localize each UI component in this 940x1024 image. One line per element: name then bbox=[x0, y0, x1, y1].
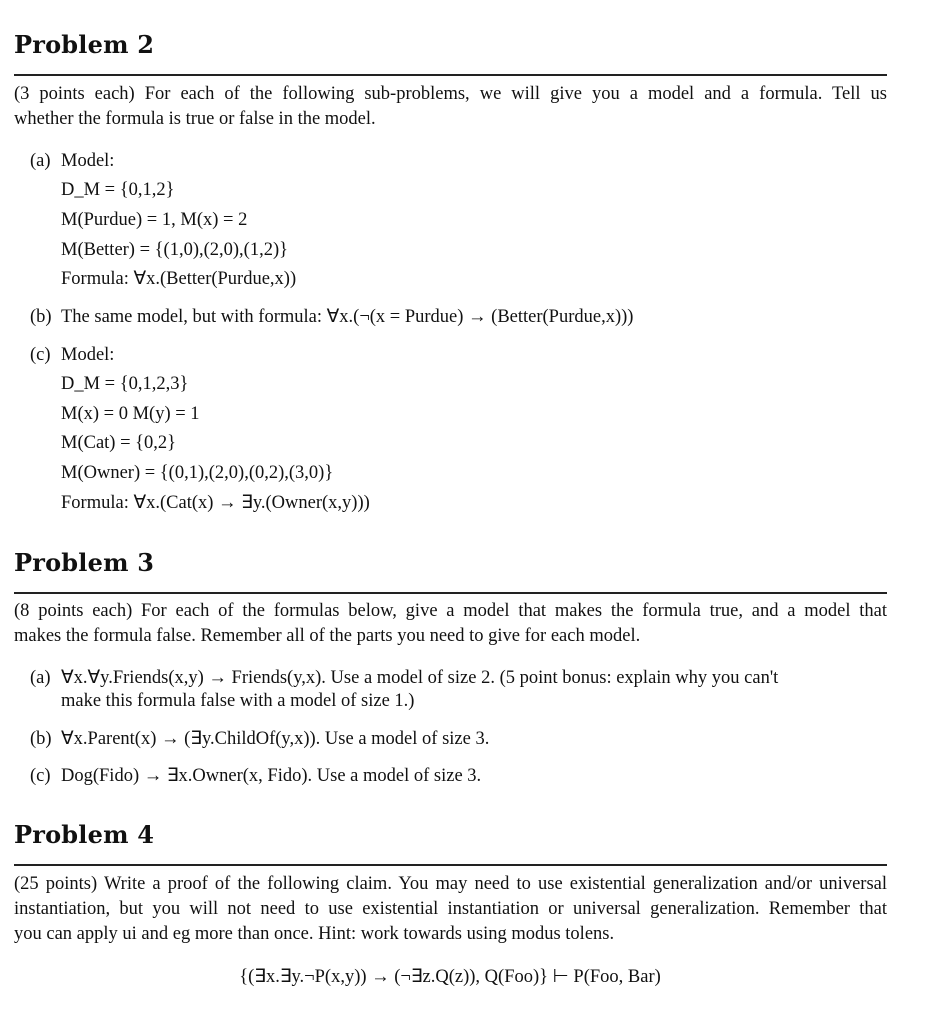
problem-4-rule bbox=[14, 864, 887, 866]
problem-3b-text: ∀x.Parent(x) → (∃y.ChildOf(y,x)). Use a model of size 3. bbox=[61, 729, 490, 749]
problem-2a-line-1: D_M = {0,1,2} bbox=[61, 180, 175, 200]
problem-2a-purdue bbox=[61, 209, 247, 231]
problem-2c bbox=[30, 344, 887, 366]
problem-2c-line-1: D_M = {0,1,2,3} bbox=[61, 374, 189, 394]
problem-4-intro bbox=[14, 872, 887, 947]
problem-2c-text: Model: bbox=[61, 345, 115, 365]
problem-4-claim: {(∃x.∃y.¬P(x,y)) → (¬∃z.Q(z)), Q(Foo)} ⊢ P(Foo, Bar) bbox=[239, 967, 661, 987]
problem-2a-line-4: Formula: ∀x.(Better(Purdue,x)) bbox=[61, 269, 297, 289]
problem-3-intro-line-2: makes the formula false. Remember all of the parts you need to give for each model. bbox=[14, 626, 641, 646]
problem-4-title: Problem 4 bbox=[14, 820, 155, 849]
problem-4-intro-line-2: instantiation, but you will not need to use existential instantiation or universal generalization. Remember that bbox=[14, 899, 887, 919]
problem-2a-better bbox=[61, 239, 288, 261]
problem-2c-xy bbox=[61, 403, 200, 425]
problem-2a-formula bbox=[61, 268, 296, 290]
problem-2-intro bbox=[14, 82, 887, 132]
problem-3-intro bbox=[14, 599, 887, 649]
problem-2a-line-3: M(Better) = {(1,0),(2,0),(1,2)} bbox=[61, 240, 289, 260]
problem-3c-label: (c) bbox=[30, 766, 51, 786]
problem-2c-line-3: M(Cat) = {0,2} bbox=[61, 433, 177, 453]
problem-2-intro-line-2: whether the formula is true or false in the model. bbox=[14, 109, 376, 129]
problem-2b-text: The same model, but with formula: ∀x.(¬(x = Purdue) → (Better(Purdue,x))) bbox=[61, 307, 634, 327]
problem-2-intro-line-1: (3 points each) For each of the following sub-problems, we will give you a model and a formula. Tell us bbox=[14, 84, 887, 104]
problem-2b bbox=[30, 306, 887, 328]
problem-3c bbox=[30, 765, 887, 787]
problem-2c-line-5: Formula: ∀x.(Cat(x) → ∃y.(Owner(x,y))) bbox=[61, 493, 370, 513]
problem-2b-label: (b) bbox=[30, 307, 52, 327]
problem-3b-label: (b) bbox=[30, 729, 52, 749]
problem-3-title: Problem 3 bbox=[14, 548, 155, 577]
problem-2a-label: (a) bbox=[30, 151, 51, 171]
problem-3-rule bbox=[14, 592, 887, 594]
problem-2c-line-4: M(Owner) = {(0,1),(2,0),(0,2),(3,0)} bbox=[61, 463, 334, 483]
problem-3a-line-1: ∀x.∀y.Friends(x,y) → Friends(y,x). Use a model of size 2. (5 point bonus: explain why you can't bbox=[61, 668, 779, 688]
problem-2a-text: Model: bbox=[61, 151, 115, 171]
problem-2c-line-2: M(x) = 0 M(y) = 1 bbox=[61, 404, 200, 424]
problem-3a bbox=[30, 667, 887, 689]
problem-2-rule bbox=[14, 74, 887, 76]
problem-2a-domain bbox=[61, 179, 175, 201]
problem-2c-owner bbox=[61, 462, 333, 484]
problem-3c-text: Dog(Fido) → ∃x.Owner(x, Fido). Use a model of size 3. bbox=[61, 766, 482, 786]
problem-3b bbox=[30, 728, 887, 750]
problem-3-intro-line-1: (8 points each) For each of the formulas below, give a model that makes the formula true, and a model that bbox=[14, 601, 887, 621]
problem-4-intro-line-3: you can apply ui and eg more than once. Hint: work towards using modus tolens. bbox=[14, 924, 615, 944]
problem-2a bbox=[30, 150, 887, 172]
problem-2c-cat bbox=[61, 432, 176, 454]
problem-2-title: Problem 2 bbox=[14, 30, 155, 59]
problem-3a-continuation: make this formula false with a model of size 1.) bbox=[61, 691, 415, 711]
problem-4-intro-line-1: (25 points) Write a proof of the following claim. You may need to use existential generalization and/or universal bbox=[14, 874, 887, 894]
problem-2c-domain bbox=[61, 373, 188, 395]
problem-2c-formula bbox=[61, 492, 370, 514]
problem-2a-line-2: M(Purdue) = 1, M(x) = 2 bbox=[61, 210, 248, 230]
problem-2c-label: (c) bbox=[30, 345, 51, 365]
problem-3a-label: (a) bbox=[30, 668, 51, 688]
